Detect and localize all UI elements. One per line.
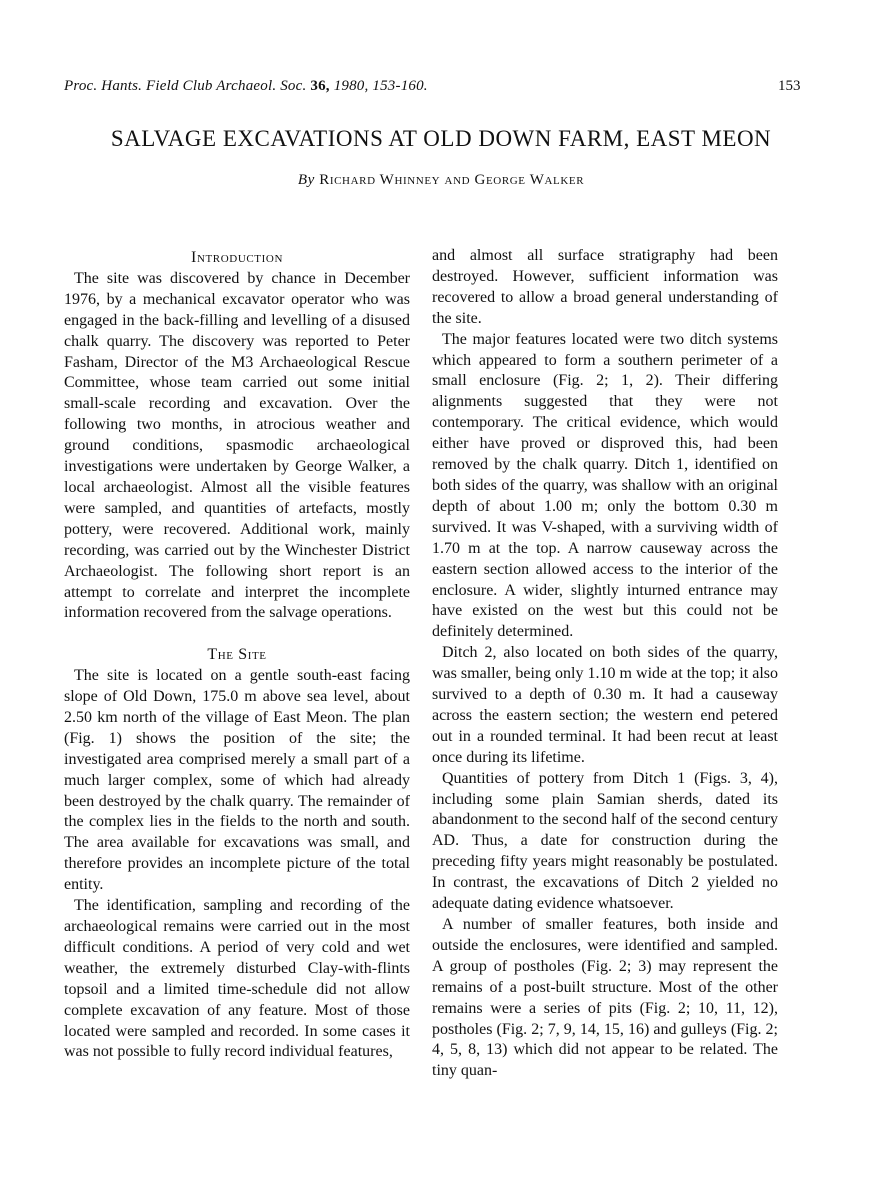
- right-paragraph-5: A number of smaller features, both inside and outside the enclosures, were identified and sampled. A group of postholes (Fig. 2; 3) may represent the remains of a post-built structure. Most of the other remains were a series of pits (Fig. 2; 10, 11, 12), postholes (Fig. 2; 7, 9, 14, 15, 16) and gulleys (Fig. 2; 4, 5, 8, 13) which did not appear to be related. The tiny quan-: [432, 916, 778, 1080]
- journal-year-pages: 1980, 153-160.: [333, 78, 428, 94]
- article-title: SALVAGE EXCAVATIONS AT OLD DOWN FARM, EAST MEON: [110, 126, 772, 151]
- introduction-paragraph: The site was discovered by chance in December 1976, by a mechanical excavator operator who was engaged in the back-filling and levelling of a disused chalk quarry. The discovery was reported to Peter Fasham, Director of the M3 Archaeological Rescue Committee, whose team carried out some initial small-scale recording and excavation. Over the following two months, in atrocious weather and ground conditions, spasmodic archaeological investigations were undertaken by George Walker, a local archaeologist. Almost all the visible features were sampled, and quantities of artefacts, mostly pottery, were recovered. Additional work, mainly recording, was carried out by the Winchester District Archaeologist. The following short report is an attempt to correlate and interpret the incomplete information recovered from the salvage operations.: [64, 269, 410, 622]
- right-paragraph-3: Ditch 2, also located on both sides of the quarry, was smaller, being only 1.10 m wide at the top; it also survived to a depth of 0.30 m. It had a causeway across the eastern section; the western end petered out in a rounded terminal. It had been recut at least once during its lifetime.: [432, 644, 778, 766]
- journal-volume: 36,: [310, 78, 330, 94]
- byline-by: By: [297, 172, 315, 188]
- site-paragraph-2: The identification, sampling and recording of the archaeological remains were carried out in the most difficult conditions. A period of very cold and wet weather, the extremely disturbed Clay-with-flints topsoil and a limited time-schedule did not allow complete excavation of any feature. Most of those located were sampled and recorded. In some cases it was not possible to fully record individual features,: [64, 897, 410, 1061]
- section-heading-site: The Site: [207, 646, 267, 664]
- byline-authors: Richard Whinney and George Walker: [319, 172, 585, 188]
- section-heading-introduction: Introduction: [191, 249, 283, 266]
- page-number: 153: [778, 78, 801, 94]
- right-paragraph-2: The major features located were two ditch systems which appeared to form a southern perimeter of a small enclosure (Fig. 2; 1, 2). Their differing alignments suggested that they were not contemporary. The critical evidence, which would either have proved or disproved this, had been removed by the chalk quarry. Ditch 1, identified on both sides of the quarry, was shallow with an original depth of about 1.00 m; only the bottom 0.30 m survived. It was V-shaped, with a surviving width of 1.70 m at the top. A narrow causeway across the eastern section allowed access to the interior of the enclosure. A wider, slightly inturned entrance may have existed on the west but this could not be definitely determined.: [432, 330, 778, 641]
- byline: [60, 172, 822, 189]
- left-column: [64, 248, 410, 1063]
- journal-name: Proc. Hants. Field Club Archaeol. Soc.: [64, 78, 307, 94]
- right-paragraph-4: Quantities of pottery from Ditch 1 (Figs. 3, 4), including some plain Samian sherds, dated its abandonment to the second half of the second century AD. Thus, a date for construction during the preceding fifty years might reasonably be postulated. In contrast, the excavations of Ditch 2 yielded no adequate dating evidence whatsoever.: [432, 769, 778, 913]
- right-paragraph-1: and almost all surface stratigraphy had been destroyed. However, sufficient information was recovered to allow a broad general understanding of the site.: [432, 247, 778, 327]
- running-header: [64, 78, 428, 95]
- right-column: [432, 246, 778, 1082]
- site-paragraph-1: The site is located on a gentle south-east facing slope of Old Down, 175.0 m above sea level, about 2.50 km north of the village of East Meon. The plan (Fig. 1) shows the position of the site; the investigated area comprised merely a small part of a much larger complex, some of which had already been destroyed by the chalk quarry. The remainder of the complex lies in the fields to the north and south. The area available for excavations was small, and therefore provides an incomplete picture of the total entity.: [64, 667, 410, 894]
